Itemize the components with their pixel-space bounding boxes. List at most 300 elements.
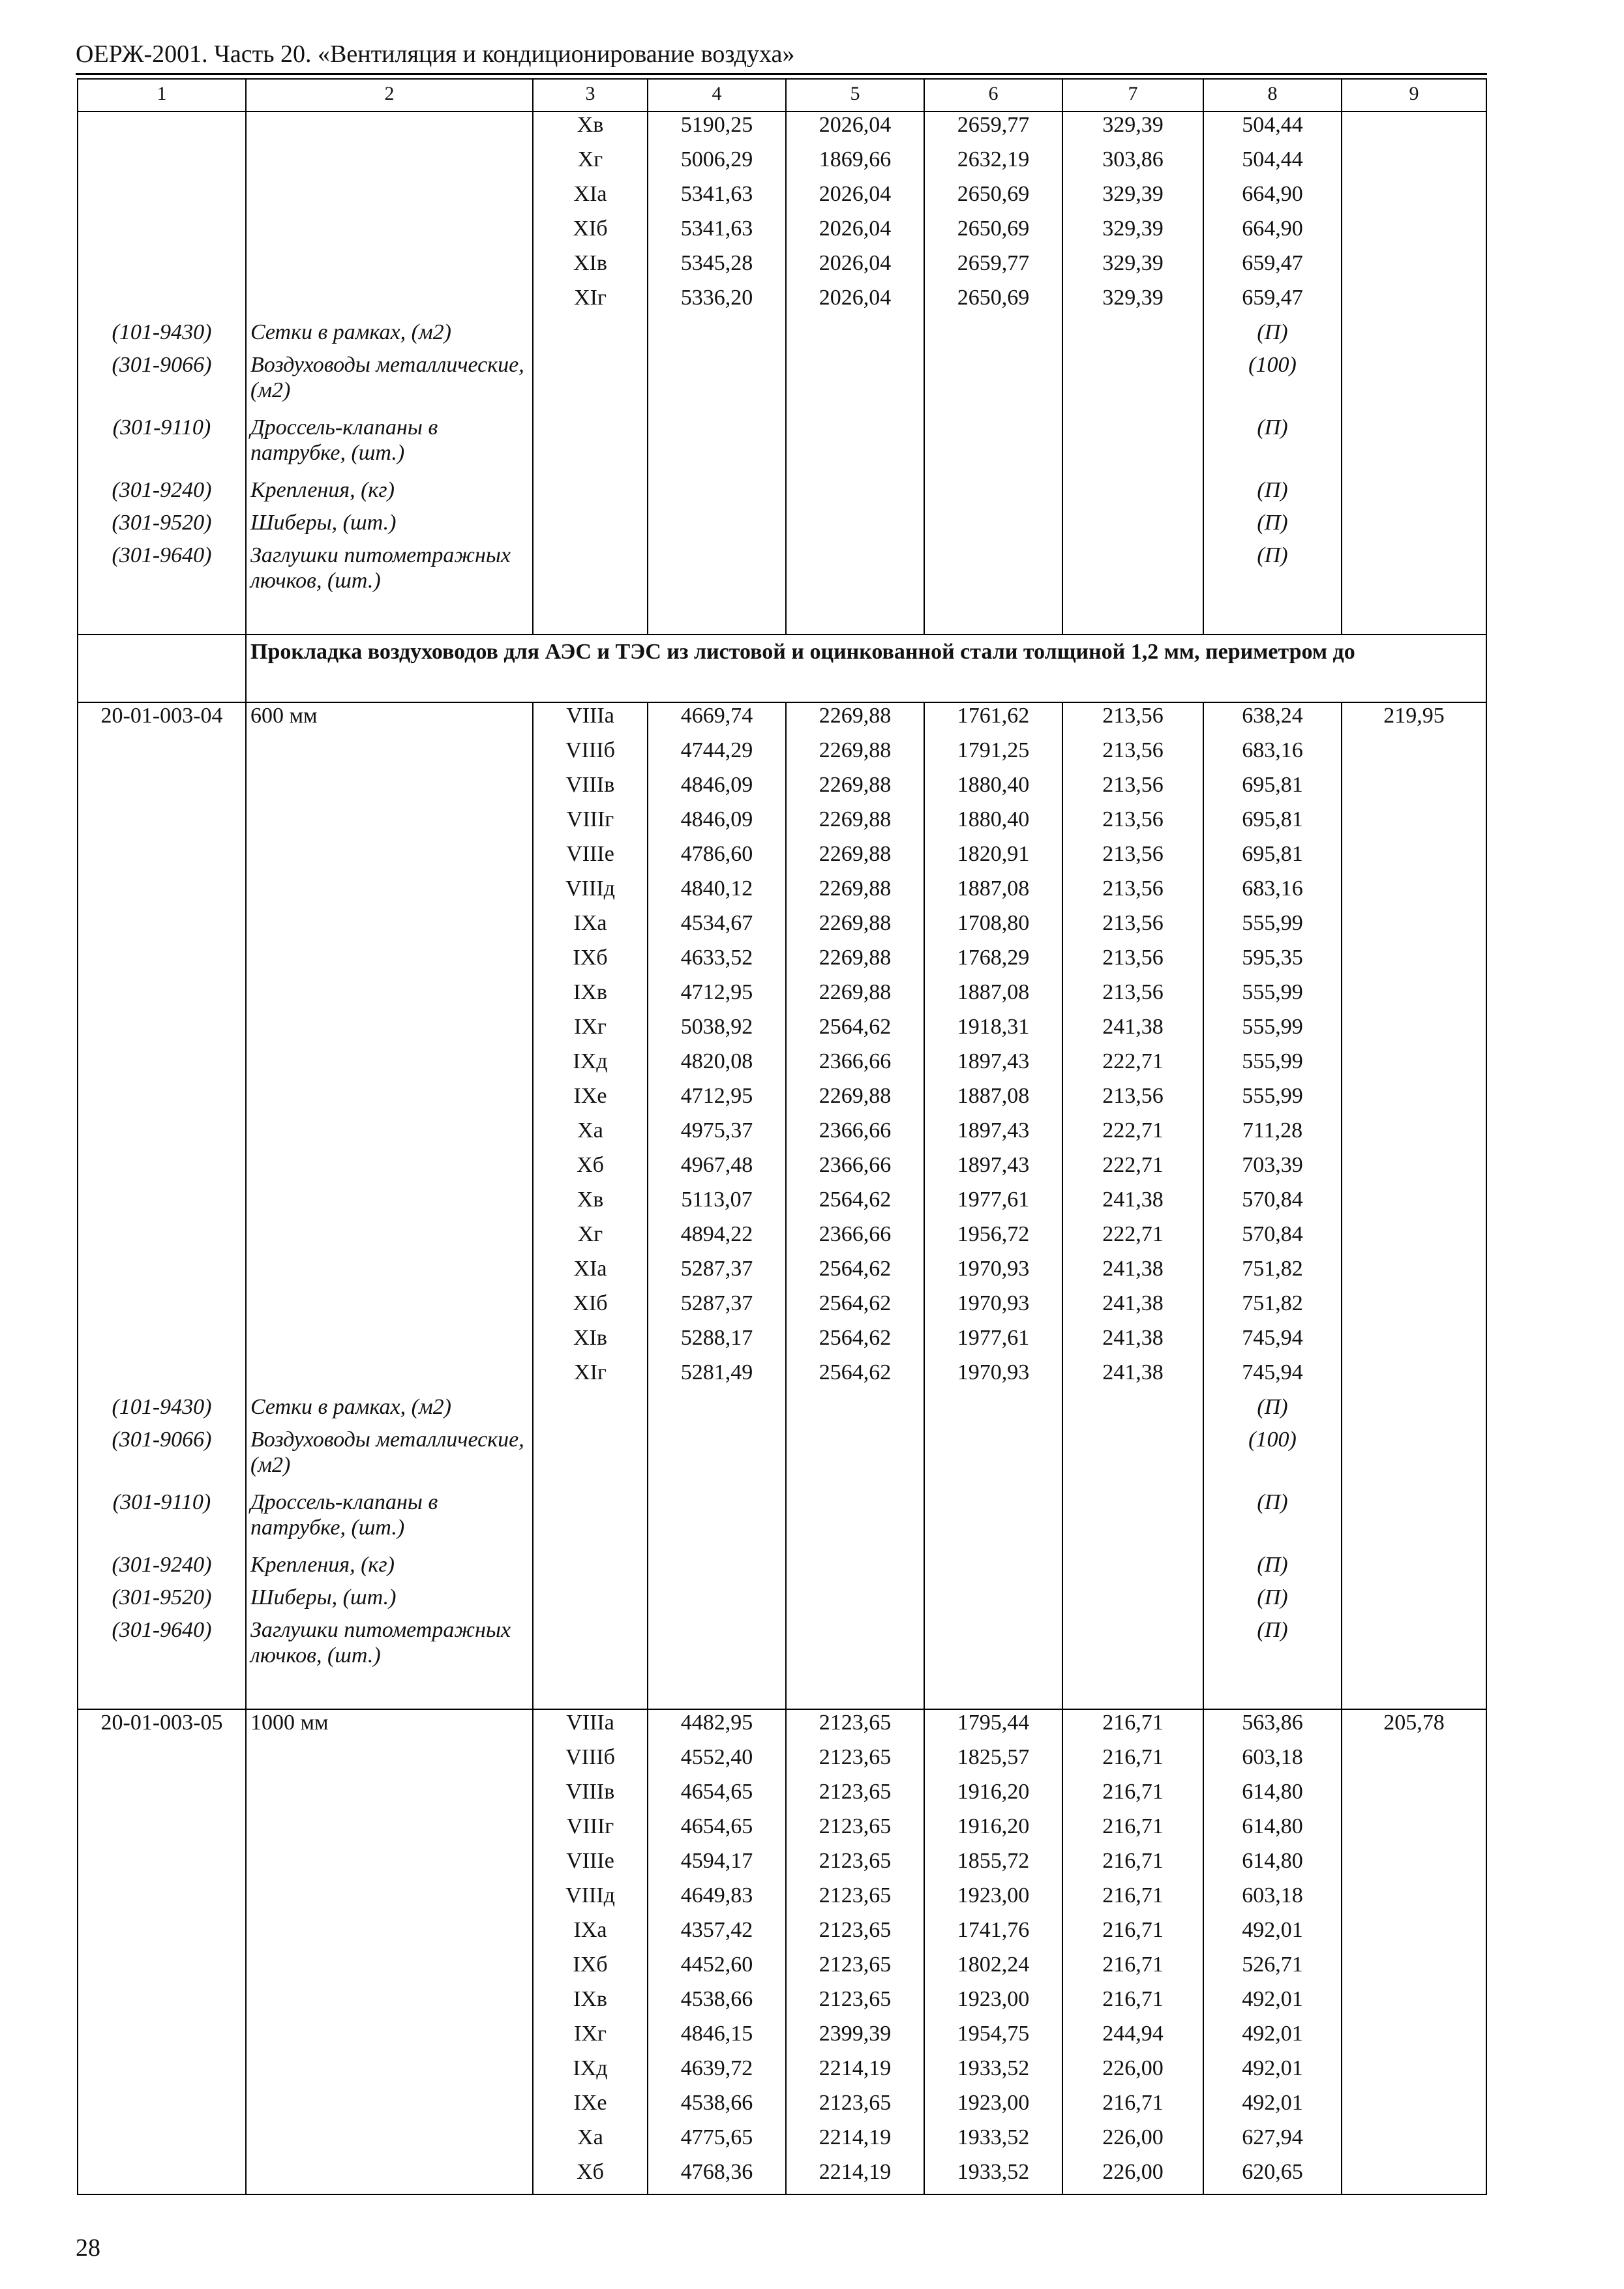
value-cell: 213,56 [1062,910,1203,945]
value-cell: 555,99 [1203,1083,1342,1118]
rate-code [78,1118,246,1152]
empty-cell [1062,352,1203,415]
empty-cell [648,1552,786,1585]
value-cell: 241,38 [1062,1256,1203,1291]
rate-code [78,876,246,910]
empty-cell [1062,1585,1203,1617]
zone-cell: VIIIд [533,876,648,910]
value-cell: 213,56 [1062,702,1203,738]
value-cell: 329,39 [1062,112,1203,147]
rate-code: 20-01-003-05 [78,1709,246,1744]
value-cell: 2123,65 [786,1848,924,1883]
value-cell: 241,38 [1062,1014,1203,1049]
empty-cell [1062,1552,1203,1585]
value-cell: 5190,25 [648,112,786,147]
rate-code [78,1256,246,1291]
material-name: Сетки в рамках, (м2) [246,1394,533,1427]
zone-cell: XIб [533,1291,648,1325]
zone-cell: XIг [533,285,648,320]
rate-code [78,1221,246,1256]
material-code: (301-9520) [78,510,246,543]
cost-cell [1342,2021,1486,2056]
value-cell: 2123,65 [786,1883,924,1917]
column-number: 2 [246,79,533,112]
value-cell: 1855,72 [924,1848,1062,1883]
zone-cell: XIв [533,1325,648,1360]
value-cell: 5341,63 [648,181,786,216]
value-cell: 2564,62 [786,1256,924,1291]
value-cell: 2366,66 [786,1152,924,1187]
value-cell: 1761,62 [924,702,1062,738]
empty-cell [648,415,786,477]
value-cell: 1933,52 [924,2159,1062,2194]
rate-name [246,807,533,841]
rate-code [78,1325,246,1360]
value-cell: 2026,04 [786,285,924,320]
material-code: (301-9066) [78,1427,246,1489]
zone-cell: Xа [533,2125,648,2159]
cost-cell [1342,285,1486,320]
value-cell: 1897,43 [924,1118,1062,1152]
cost-cell [1342,2056,1486,2090]
cost-cell [1342,980,1486,1014]
table-row [78,112,1486,147]
value-cell: 4744,29 [648,738,786,772]
cost-cell [1342,1014,1486,1049]
empty-cell [1062,1617,1203,1709]
value-cell: 1708,80 [924,910,1062,945]
page-header: ОЕРЖ-2001. Часть 20. «Вентиляция и кондиционирование воздуха» [76,40,795,68]
table-row [78,1779,1486,1814]
value-cell: 620,65 [1203,2159,1342,2194]
cost-cell [1342,1952,1486,1986]
rate-name [246,1814,533,1848]
rate-code [78,1083,246,1118]
table-row [78,1291,1486,1325]
value-cell: 526,71 [1203,1952,1342,1986]
table-row [78,2125,1486,2159]
value-cell: 222,71 [1062,1049,1203,1083]
value-cell: 563,86 [1203,1709,1342,1744]
value-cell: 614,80 [1203,1814,1342,1848]
value-cell: 2564,62 [786,1291,924,1325]
value-cell: 1956,72 [924,1221,1062,1256]
value-cell: 213,56 [1062,945,1203,980]
table-row [78,980,1486,1014]
column-number: 5 [786,79,924,112]
empty-cell [924,543,1062,635]
empty-cell [1342,415,1486,477]
column-number: 1 [78,79,246,112]
value-cell: 2214,19 [786,2159,924,2194]
table-row [78,841,1486,876]
value-cell: 222,71 [1062,1221,1203,1256]
value-cell: 241,38 [1062,1291,1203,1325]
value-cell: 555,99 [1203,980,1342,1014]
value-cell: 745,94 [1203,1325,1342,1360]
material-name: Шиберы, (шт.) [246,510,533,543]
value-cell: 4538,66 [648,2090,786,2125]
zone-cell: XIг [533,1360,648,1394]
zone-cell: VIIIе [533,841,648,876]
empty-cell [78,635,246,702]
cost-cell [1342,1744,1486,1779]
rate-code [78,1883,246,1917]
rate-name [246,1883,533,1917]
value-cell: 2214,19 [786,2056,924,2090]
rate-code [78,112,246,147]
empty-cell [786,352,924,415]
cost-cell [1342,910,1486,945]
value-cell: 2123,65 [786,1986,924,2021]
rate-code: 20-01-003-04 [78,702,246,738]
rate-code [78,1360,246,1394]
value-cell: 4786,60 [648,841,786,876]
column-number-row [78,79,1486,112]
rate-code [78,216,246,250]
value-cell: 1970,93 [924,1360,1062,1394]
rate-code [78,738,246,772]
zone-cell: IXв [533,1986,648,2021]
material-code: (101-9430) [78,320,246,352]
value-cell: 216,71 [1062,2090,1203,2125]
rate-code [78,1049,246,1083]
cost-cell [1342,1917,1486,1952]
material-name: Воздуховоды металлические, (м2) [246,1427,533,1489]
empty-cell [533,415,648,477]
value-cell: 659,47 [1203,250,1342,285]
table-row [78,1014,1486,1049]
zone-cell: VIIIд [533,1883,648,1917]
value-cell: 2650,69 [924,181,1062,216]
empty-cell [648,1617,786,1709]
table-row [78,1049,1486,1083]
rate-code [78,807,246,841]
table-row [78,1325,1486,1360]
cost-cell [1342,1325,1486,1360]
empty-cell [1062,1394,1203,1427]
empty-cell [533,352,648,415]
value-cell: 5287,37 [648,1256,786,1291]
empty-cell [786,1489,924,1552]
material-name: Крепления, (кг) [246,1552,533,1585]
value-cell: 570,84 [1203,1187,1342,1221]
value-cell: 1820,91 [924,841,1062,876]
cost-cell [1342,945,1486,980]
value-cell: 213,56 [1062,1083,1203,1118]
value-cell: 1954,75 [924,2021,1062,2056]
rate-code [78,1779,246,1814]
value-cell: 664,90 [1203,181,1342,216]
zone-cell: VIIIв [533,1779,648,1814]
rate-code [78,1152,246,1187]
rate-code [78,2056,246,2090]
value-cell: 5006,29 [648,147,786,181]
cost-cell [1342,772,1486,807]
table-row [78,1118,1486,1152]
material-row [78,510,1486,543]
material-name: Дроссель-клапаны в патрубке, (шт.) [246,415,533,477]
value-cell: 1825,57 [924,1744,1062,1779]
rate-code [78,1814,246,1848]
value-cell: 4975,37 [648,1118,786,1152]
empty-cell [533,1427,648,1489]
cost-cell [1342,2159,1486,2194]
value-cell: 1741,76 [924,1917,1062,1952]
zone-cell: Xб [533,2159,648,2194]
empty-cell [533,543,648,635]
empty-cell [648,477,786,510]
rate-name [246,1118,533,1152]
value-cell: 2123,65 [786,1709,924,1744]
material-value: (П) [1203,1489,1342,1552]
value-cell: 555,99 [1203,1049,1342,1083]
value-cell: 1970,93 [924,1256,1062,1291]
rate-code [78,841,246,876]
table-row [78,1256,1486,1291]
value-cell: 2659,77 [924,112,1062,147]
material-code: (101-9430) [78,1394,246,1427]
value-cell: 2399,39 [786,2021,924,2056]
value-cell: 2269,88 [786,702,924,738]
zone-cell: Xв [533,112,648,147]
value-cell: 2650,69 [924,285,1062,320]
rate-code [78,147,246,181]
value-cell: 241,38 [1062,1187,1203,1221]
value-cell: 2214,19 [786,2125,924,2159]
value-cell: 504,44 [1203,112,1342,147]
table-row [78,2159,1486,2194]
empty-cell [786,1552,924,1585]
value-cell: 4649,83 [648,1883,786,1917]
value-cell: 1887,08 [924,1083,1062,1118]
cost-cell [1342,1256,1486,1291]
zone-cell: Xв [533,1187,648,1221]
rate-code [78,1744,246,1779]
empty-cell [1342,477,1486,510]
value-cell: 1791,25 [924,738,1062,772]
value-cell: 603,18 [1203,1744,1342,1779]
material-name: Заглушки питометражных лючков, (шт.) [246,543,533,635]
rate-name [246,945,533,980]
material-row [78,1489,1486,1552]
empty-cell [533,1489,648,1552]
value-cell: 4712,95 [648,980,786,1014]
zone-cell: VIIIг [533,807,648,841]
table-row [78,1848,1486,1883]
empty-cell [924,510,1062,543]
rate-name [246,112,533,147]
cost-cell [1342,1083,1486,1118]
zone-cell: IXд [533,1049,648,1083]
value-cell: 1923,00 [924,1986,1062,2021]
empty-cell [533,1585,648,1617]
value-cell: 695,81 [1203,841,1342,876]
value-cell: 1933,52 [924,2056,1062,2090]
rate-name [246,2125,533,2159]
value-cell: 2123,65 [786,1814,924,1848]
zone-cell: XIв [533,250,648,285]
table-row [78,1917,1486,1952]
empty-cell [1342,510,1486,543]
value-cell: 2659,77 [924,250,1062,285]
empty-cell [1062,1427,1203,1489]
material-value: (П) [1203,1617,1342,1709]
value-cell: 555,99 [1203,910,1342,945]
value-cell: 2564,62 [786,1187,924,1221]
empty-cell [924,352,1062,415]
zone-cell: IXб [533,945,648,980]
value-cell: 216,71 [1062,1814,1203,1848]
rate-code [78,945,246,980]
table-row [78,1152,1486,1187]
value-cell: 216,71 [1062,1709,1203,1744]
value-cell: 216,71 [1062,1917,1203,1952]
rate-name [246,181,533,216]
empty-cell [924,1617,1062,1709]
value-cell: 213,56 [1062,841,1203,876]
cost-cell [1342,1152,1486,1187]
table-row [78,2056,1486,2090]
zone-cell: XIа [533,1256,648,1291]
value-cell: 4820,08 [648,1049,786,1083]
rate-code [78,285,246,320]
rate-code [78,1014,246,1049]
rate-code [78,910,246,945]
value-cell: 1869,66 [786,147,924,181]
material-value: (П) [1203,415,1342,477]
cost-cell: 205,78 [1342,1709,1486,1744]
table-row [78,1744,1486,1779]
zone-cell: IXа [533,1917,648,1952]
value-cell: 2269,88 [786,980,924,1014]
value-cell: 627,94 [1203,2125,1342,2159]
rate-name: 1000 мм [246,1709,533,1744]
cost-cell [1342,2125,1486,2159]
empty-cell [924,1394,1062,1427]
value-cell: 555,99 [1203,1014,1342,1049]
empty-cell [924,1552,1062,1585]
value-cell: 1977,61 [924,1187,1062,1221]
rate-name [246,285,533,320]
cost-cell [1342,1814,1486,1848]
table-row [78,1814,1486,1848]
rate-code [78,2021,246,2056]
cost-cell [1342,147,1486,181]
rate-code [78,772,246,807]
zone-cell: Xг [533,1221,648,1256]
column-number: 3 [533,79,648,112]
rate-name [246,1221,533,1256]
value-cell: 664,90 [1203,216,1342,250]
table-row [78,876,1486,910]
rate-name [246,250,533,285]
value-cell: 213,56 [1062,876,1203,910]
value-cell: 4846,09 [648,772,786,807]
cost-cell [1342,2090,1486,2125]
value-cell: 329,39 [1062,181,1203,216]
empty-cell [786,543,924,635]
empty-cell [1342,320,1486,352]
empty-cell [786,1394,924,1427]
value-cell: 241,38 [1062,1360,1203,1394]
rate-name [246,147,533,181]
value-cell: 2632,19 [924,147,1062,181]
material-name: Воздуховоды металлические, (м2) [246,352,533,415]
empty-cell [533,510,648,543]
value-cell: 570,84 [1203,1221,1342,1256]
value-cell: 216,71 [1062,1883,1203,1917]
empty-cell [786,1585,924,1617]
empty-cell [648,320,786,352]
value-cell: 614,80 [1203,1848,1342,1883]
material-row [78,1427,1486,1489]
section-title: Прокладка воздуховодов для АЭС и ТЭС из листовой и оцинкованной стали толщиной 1,2 мм, периметром до [246,635,1486,702]
value-cell: 683,16 [1203,876,1342,910]
rate-code [78,1917,246,1952]
value-cell: 603,18 [1203,1883,1342,1917]
value-cell: 5336,20 [648,285,786,320]
value-cell: 2269,88 [786,1083,924,1118]
cost-cell [1342,112,1486,147]
value-cell: 2564,62 [786,1014,924,1049]
value-cell: 4712,95 [648,1083,786,1118]
value-cell: 222,71 [1062,1152,1203,1187]
rate-code [78,1291,246,1325]
zone-cell: Xг [533,147,648,181]
empty-cell [1342,1394,1486,1427]
material-code: (301-9640) [78,1617,246,1709]
value-cell: 2366,66 [786,1049,924,1083]
value-cell: 4639,72 [648,2056,786,2090]
value-cell: 2123,65 [786,2090,924,2125]
empty-cell [1342,543,1486,635]
value-cell: 2269,88 [786,738,924,772]
value-cell: 4538,66 [648,1986,786,2021]
value-cell: 4482,95 [648,1709,786,1744]
zone-cell: IXг [533,2021,648,2056]
value-cell: 2026,04 [786,216,924,250]
empty-cell [1342,1427,1486,1489]
value-cell: 1933,52 [924,2125,1062,2159]
material-name: Заглушки питометражных лючков, (шт.) [246,1617,533,1709]
material-name: Крепления, (кг) [246,477,533,510]
material-value: (100) [1203,1427,1342,1489]
material-value: (П) [1203,543,1342,635]
zone-cell: VIIIв [533,772,648,807]
value-cell: 1970,93 [924,1291,1062,1325]
zone-cell: VIIIе [533,1848,648,1883]
table-row [78,147,1486,181]
rate-name [246,2090,533,2125]
value-cell: 5281,49 [648,1360,786,1394]
value-cell: 492,01 [1203,2021,1342,2056]
value-cell: 659,47 [1203,285,1342,320]
cost-cell [1342,738,1486,772]
material-row [78,320,1486,352]
value-cell: 226,00 [1062,2056,1203,2090]
material-value: (П) [1203,1394,1342,1427]
value-cell: 4967,48 [648,1152,786,1187]
value-cell: 4633,52 [648,945,786,980]
rate-name [246,980,533,1014]
material-value: (100) [1203,352,1342,415]
zone-cell: VIIIб [533,1744,648,1779]
value-cell: 4452,60 [648,1952,786,1986]
zone-cell: XIа [533,181,648,216]
value-cell: 303,86 [1062,147,1203,181]
table-row [78,702,1486,738]
